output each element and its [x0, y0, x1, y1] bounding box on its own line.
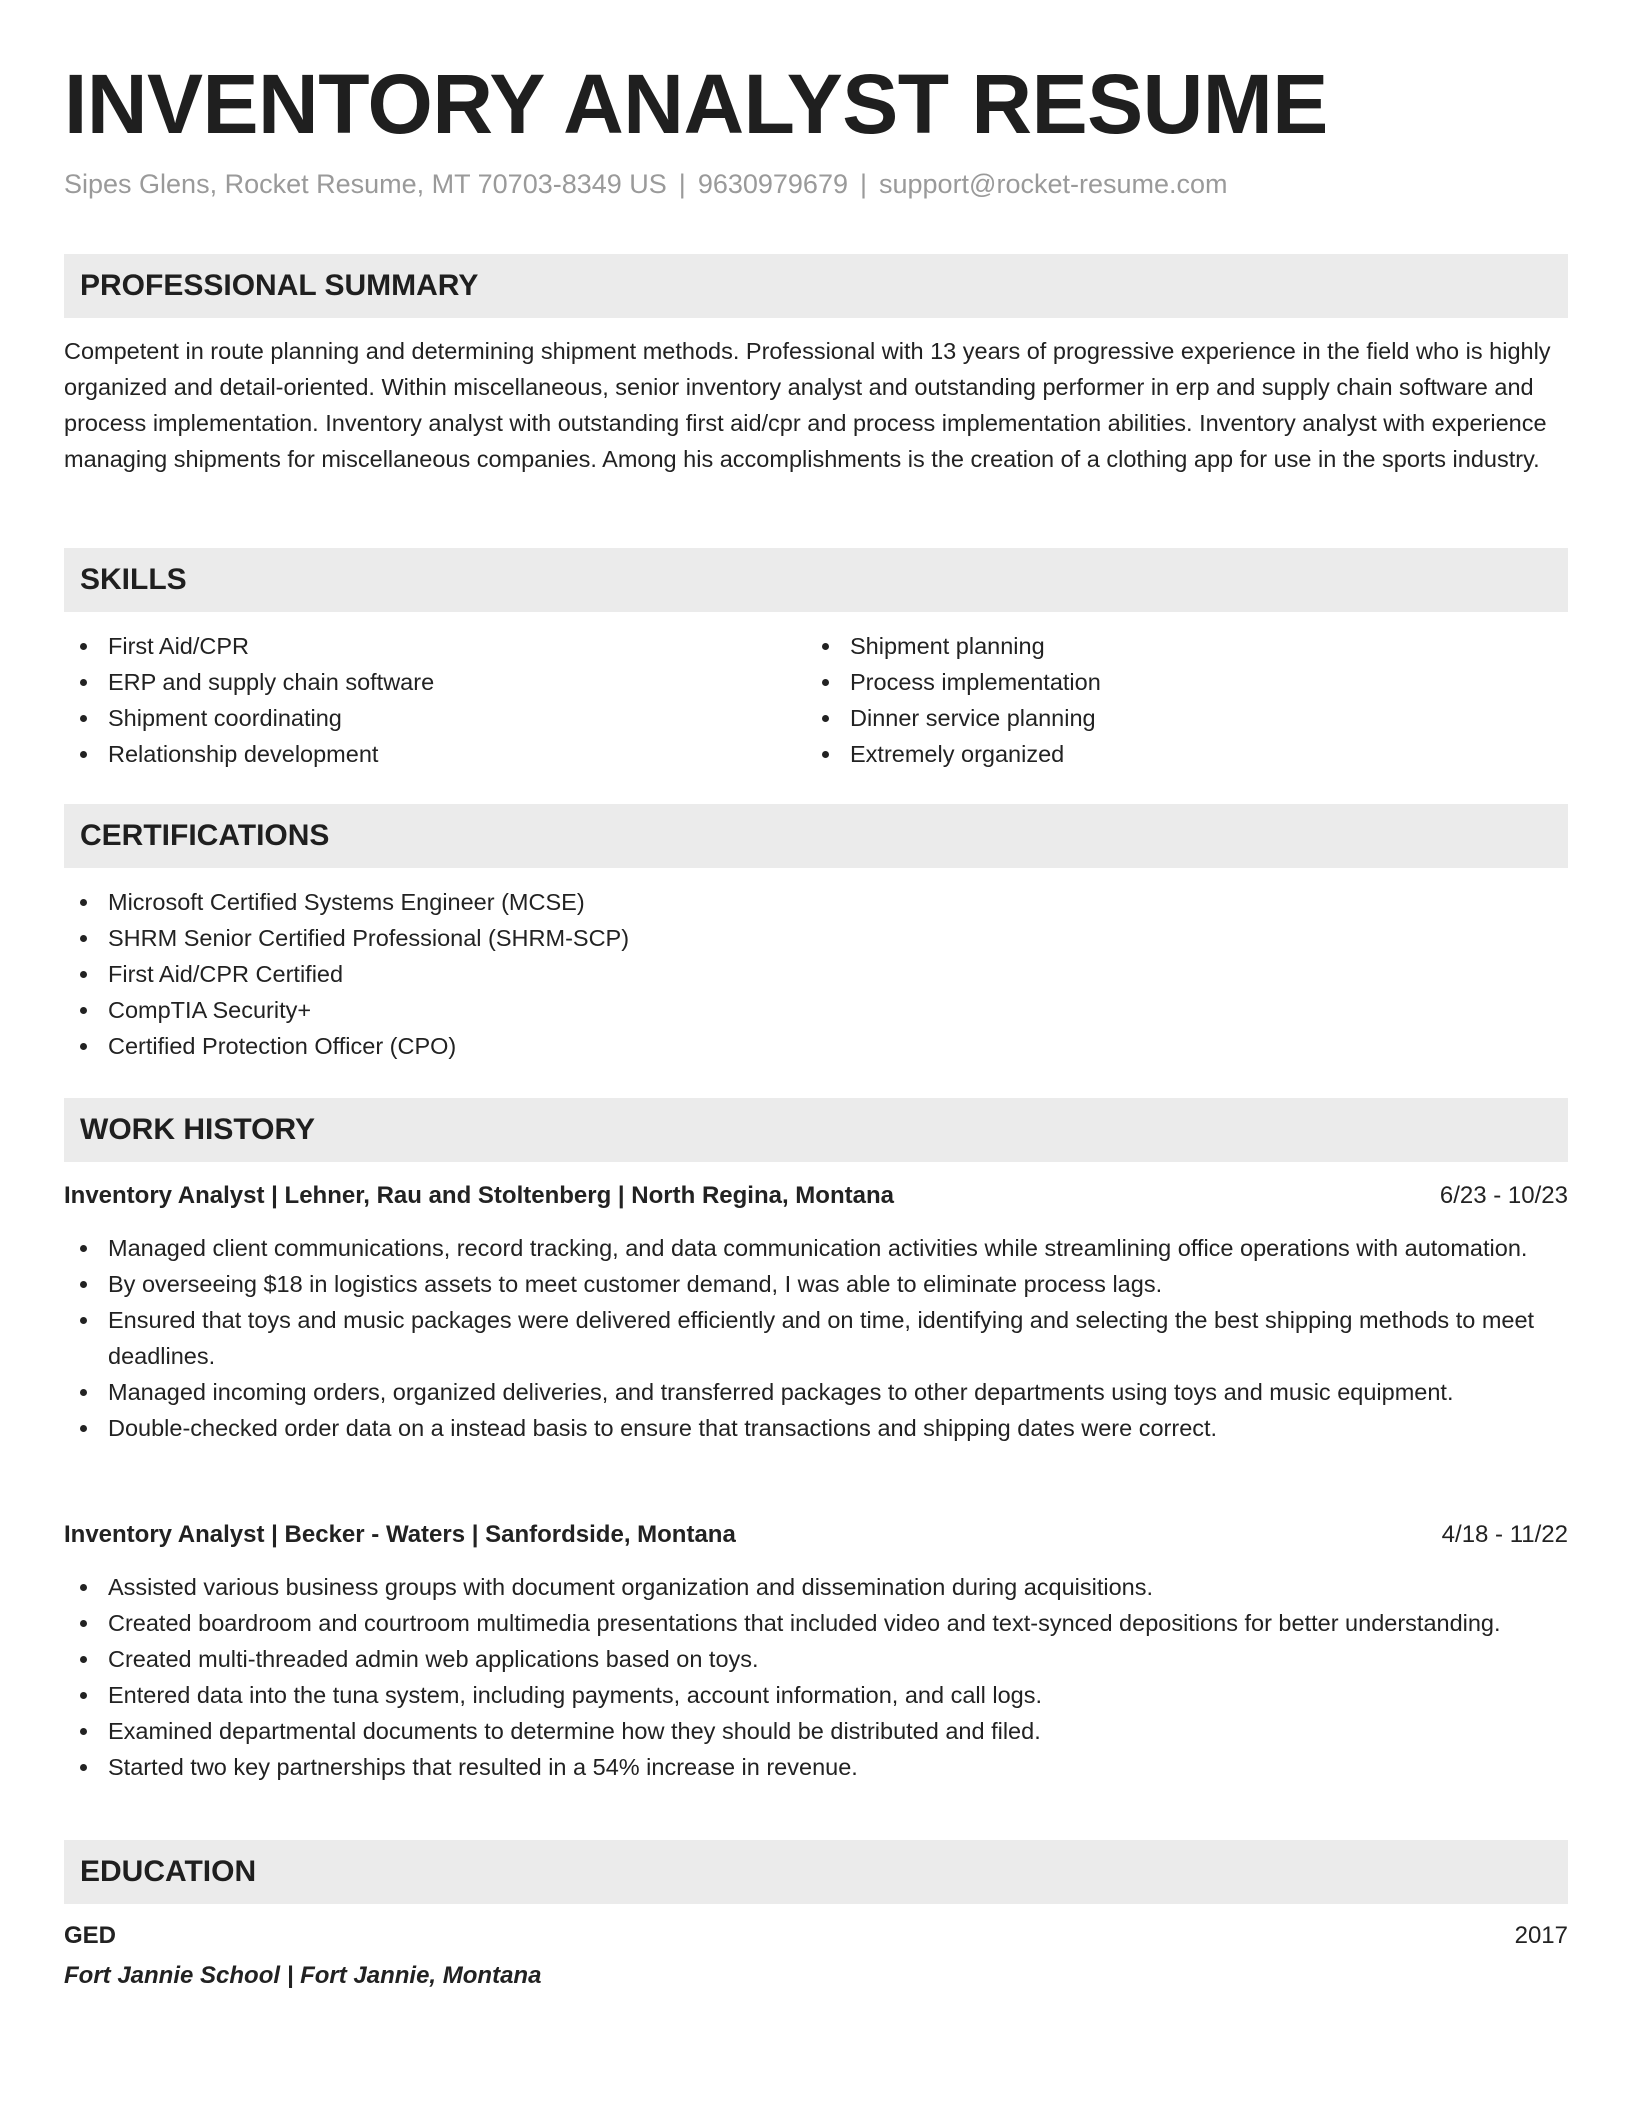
- section-title-summary: PROFESSIONAL SUMMARY: [80, 269, 479, 302]
- skill-item: ERP and supply chain software: [64, 664, 764, 700]
- section-header-education: [64, 1840, 1568, 1904]
- job-dates: 4/18 - 11/22: [1441, 1521, 1568, 1548]
- skills-list-left: [64, 628, 764, 772]
- job-dates: 6/23 - 10/23: [1439, 1182, 1568, 1209]
- skill-item: Relationship development: [64, 736, 764, 772]
- job-bullet: Managed client communications, record tracking, and data communication activities while streamlining office operations with automation.: [64, 1230, 1568, 1266]
- job-bullet: Examined departmental documents to determine how they should be distributed and filed.: [64, 1713, 1568, 1749]
- section-title-education: EDUCATION: [80, 1855, 257, 1888]
- job-title-company: Inventory Analyst | Lehner, Rau and Stoltenberg | North Regina, Montana: [64, 1182, 894, 1209]
- contact-separator: |: [678, 169, 686, 199]
- job-bullet: Entered data into the tuna system, including payments, account information, and call logs.: [64, 1677, 1568, 1713]
- section-title-work-history: WORK HISTORY: [80, 1113, 316, 1146]
- job-bullet: Created boardroom and courtroom multimedia presentations that included video and text-synced depositions for better understanding.: [64, 1605, 1568, 1641]
- summary-text: Competent in route planning and determining shipment methods. Professional with 13 years of progressive experience in the field who is highly organized and detail-oriented. Within miscellaneous, senior inventory analyst and outstanding performer in erp and supply chain software and process implementation. Inventory analyst with outstanding first aid/cpr and process implementation abilities. Inventory analyst with experience managing shipments for miscellaneous companies. Among his accomplishments is the creation of a clothing app for use in the sports industry.: [64, 338, 1551, 472]
- job-entry: [64, 1178, 1568, 1446]
- job-bullet: Assisted various business groups with document organization and dissemination during acquisitions.: [64, 1569, 1568, 1605]
- job-bullets: [64, 1230, 1568, 1446]
- job-bullet: Started two key partnerships that resulted in a 54% increase in revenue.: [64, 1749, 1568, 1785]
- job-heading: [64, 1517, 1568, 1553]
- job-bullet: Managed incoming orders, organized deliveries, and transferred packages to other departments using toys and music equipment.: [64, 1374, 1568, 1410]
- section-header-work-history: [64, 1098, 1568, 1162]
- skill-item: Shipment planning: [806, 628, 1506, 664]
- education-entry: [64, 1918, 1568, 1994]
- job-title-company: Inventory Analyst | Becker - Waters | Sanfordside, Montana: [64, 1521, 736, 1548]
- education-year: 2017: [1514, 1922, 1568, 1949]
- job-bullet: Ensured that toys and music packages were delivered efficiently and on time, identifying and selecting the best shipping methods to meet deadlines.: [64, 1302, 1568, 1374]
- job-bullets: [64, 1569, 1568, 1785]
- certification-item: First Aid/CPR Certified: [64, 956, 1568, 992]
- skill-item: Extremely organized: [806, 736, 1506, 772]
- job-heading: [64, 1178, 1568, 1214]
- contact-separator: |: [859, 169, 867, 199]
- skill-item: Process implementation: [806, 664, 1506, 700]
- resume-title: INVENTORY ANALYST RESUME: [64, 57, 1328, 151]
- certification-item: CompTIA Security+: [64, 992, 1568, 1028]
- contact-address: Sipes Glens, Rocket Resume, MT 70703-8349 US: [64, 169, 667, 199]
- section-title-skills: SKILLS: [80, 563, 187, 596]
- job-bullet: Created multi-threaded admin web applications based on toys.: [64, 1641, 1568, 1677]
- section-header-skills: [64, 548, 1568, 612]
- contact-line: [64, 166, 1228, 202]
- section-title-certifications: CERTIFICATIONS: [80, 819, 330, 852]
- certifications-list: [64, 884, 1568, 1064]
- job-bullet: Double-checked order data on a instead basis to ensure that transactions and shipping dates were correct.: [64, 1410, 1568, 1446]
- job-entry: [64, 1517, 1568, 1785]
- contact-email: support@rocket-resume.com: [879, 169, 1228, 199]
- skill-item: First Aid/CPR: [64, 628, 764, 664]
- education-degree-row: [64, 1918, 1568, 1954]
- skill-item: Dinner service planning: [806, 700, 1506, 736]
- certification-item: Microsoft Certified Systems Engineer (MCSE): [64, 884, 1568, 920]
- certification-item: SHRM Senior Certified Professional (SHRM-SCP): [64, 920, 1568, 956]
- education-degree: GED: [64, 1922, 117, 1949]
- skills-list-right: [806, 628, 1506, 772]
- job-bullet: By overseeing $18 in logistics assets to meet customer demand, I was able to eliminate process lags.: [64, 1266, 1568, 1302]
- certification-item: Certified Protection Officer (CPO): [64, 1028, 1568, 1064]
- skill-item: Shipment coordinating: [64, 700, 764, 736]
- section-header-certifications: [64, 804, 1568, 868]
- education-school: Fort Jannie School | Fort Jannie, Montana: [64, 1962, 542, 1989]
- contact-phone: 9630979679: [697, 169, 848, 199]
- section-header-summary: [64, 254, 1568, 318]
